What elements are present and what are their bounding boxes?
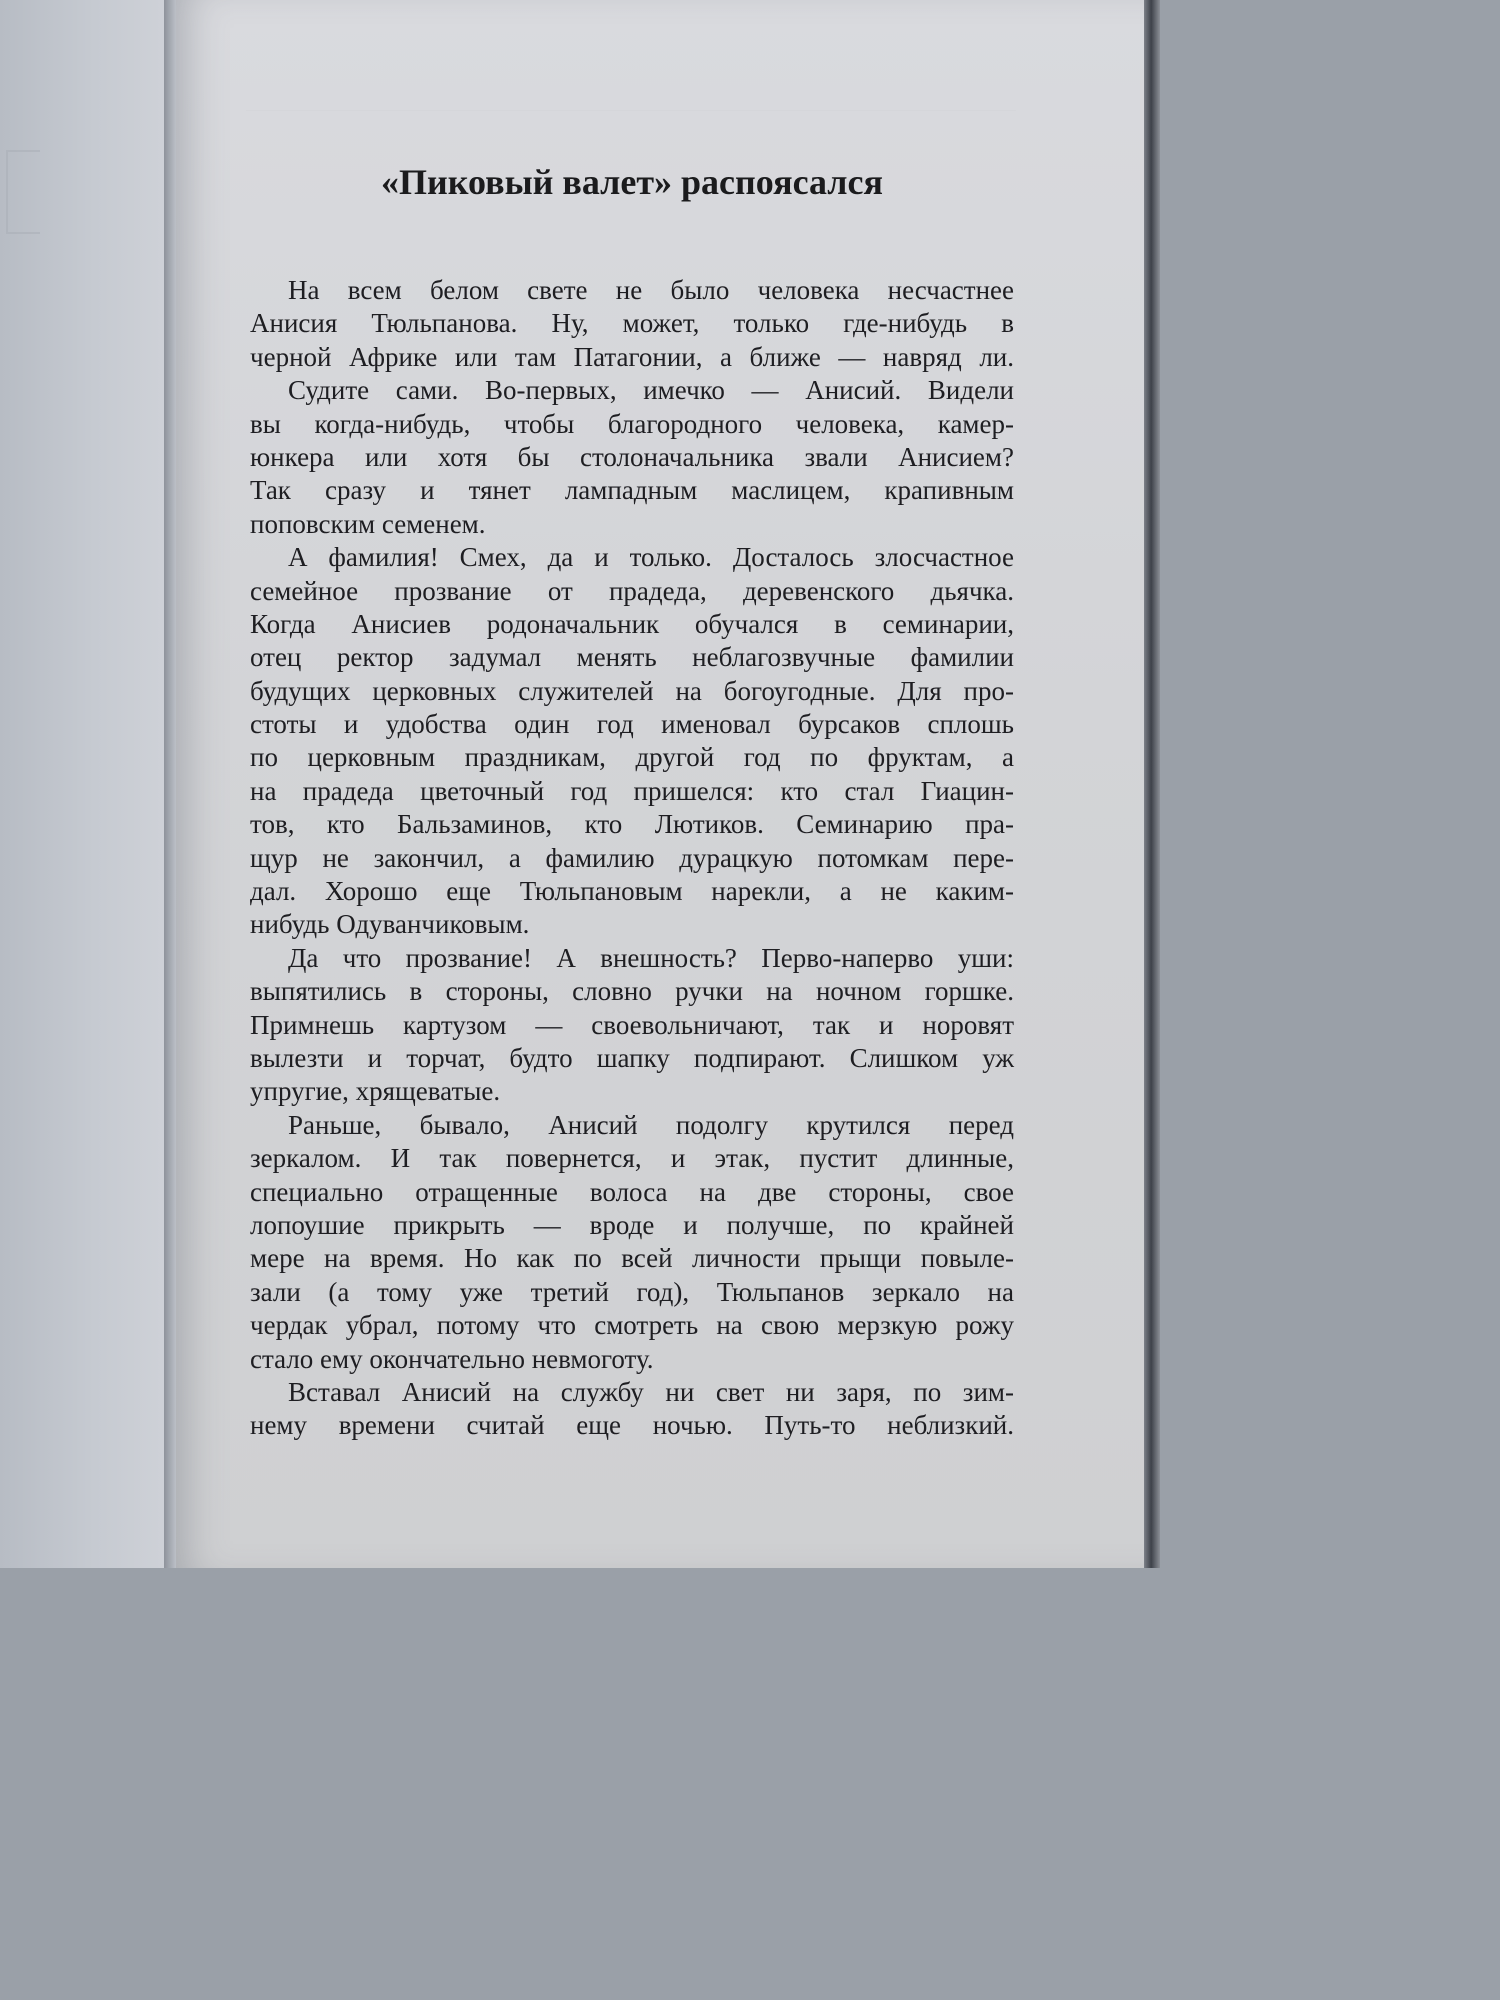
- text-line: Примнешь картузом — своевольничают, так и норовят: [250, 1009, 1014, 1040]
- chapter-title: «Пиковый валет» распоясался: [381, 162, 883, 202]
- text-line: нибудь Одуванчиковым.: [250, 909, 530, 940]
- paragraph: [250, 1109, 1014, 1376]
- text-line: упругие, хрящеватые.: [250, 1076, 501, 1107]
- text-line: семейное прозвание от прадеда, деревенского дьячка.: [250, 575, 1014, 606]
- text-line: Вставал Анисий на службу ни свет ни заря, по зим-: [288, 1376, 1014, 1407]
- bleed-through-header: [246, 60, 1016, 111]
- paragraph: [250, 942, 1014, 1109]
- page-edge: [1144, 0, 1160, 1568]
- text-line: на прадеда цветочный год пришелся: кто стал Гиацин-: [250, 775, 1014, 806]
- text-line: Раньше, бывало, Анисий подолгу крутился перед: [288, 1109, 1014, 1140]
- text-line: А фамилия! Смех, да и только. Досталось злосчастное: [288, 542, 1014, 573]
- text-line: щур не закончил, а фамилию дурацкую потомкам пере-: [250, 842, 1014, 873]
- text-line: Да что прозвание! А внешность? Перво-наперво уши:: [288, 942, 1014, 973]
- text-line: тов, кто Бальзаминов, кто Лютиков. Семинарию пра-: [250, 809, 1014, 840]
- text-line: специально отращенные волоса на две стороны, свое: [250, 1176, 1014, 1207]
- paragraph: [250, 1376, 1014, 1443]
- paragraph: [250, 374, 1014, 541]
- chapter-body: [250, 274, 1014, 1443]
- text-line: поповским семенем.: [250, 508, 486, 539]
- text-line: зеркалом. И так повернется, и этак, пустит длинные,: [250, 1143, 1014, 1174]
- text-line: отец ректор задумал менять неблагозвучные фамилии: [250, 642, 1014, 673]
- text-line: Когда Анисиев родоначальник обучался в семинарии,: [250, 608, 1014, 639]
- text-line: Так сразу и тянет лампадным маслицем, крапивным: [250, 475, 1014, 506]
- text-line: вы когда-нибудь, чтобы благородного человека, камер-: [250, 408, 1014, 439]
- left-page: [0, 0, 172, 1568]
- paragraph: [250, 274, 1014, 374]
- text-line: нему времени считай еще ночью. Путь-то неблизкий.: [250, 1410, 1014, 1441]
- text-line: стоты и удобства один год именовал бурсаков сплошь: [250, 709, 1014, 740]
- text-line: по церковным праздникам, другой год по фруктам, а: [250, 742, 1014, 773]
- paragraph: [250, 541, 1014, 942]
- text-line: стало ему окончательно невмоготу.: [250, 1343, 654, 1374]
- text-line: зали (а тому уже третий год), Тюльпанов зеркало на: [250, 1276, 1014, 1307]
- text-line: чердак убрал, потому что смотреть на свою мерзкую рожу: [250, 1310, 1014, 1341]
- text-line: черной Африке или там Патагонии, а ближе — навряд ли.: [250, 341, 1014, 372]
- text-line: юнкера или хотя бы столоначальника звали Анисием?: [250, 441, 1014, 472]
- text-line: выпятились в стороны, словно ручки на ночном горшке.: [250, 976, 1014, 1007]
- text-line: вылезти и торчат, будто шапку подпирают. Слишком уж: [250, 1042, 1014, 1073]
- text-line: На всем белом свете не было человека несчастнее: [288, 275, 1014, 305]
- text-line: мере на время. Но как по всей личности прыщи повыле-: [250, 1243, 1014, 1274]
- text-line: лопоушие прикрыть — вроде и получше, по крайней: [250, 1209, 1014, 1240]
- left-page-bracket-mark: [6, 150, 40, 234]
- text-line: дал. Хорошо еще Тюльпановым нарекли, а не каким-: [250, 876, 1014, 907]
- text-line: Судите сами. Во-первых, имечко — Анисий. Видели: [288, 375, 1014, 406]
- text-line: Анисия Тюльпанова. Ну, может, только где-нибудь в: [250, 308, 1014, 339]
- text-line: будущих церковных служителей на богоугодные. Для про-: [250, 675, 1014, 706]
